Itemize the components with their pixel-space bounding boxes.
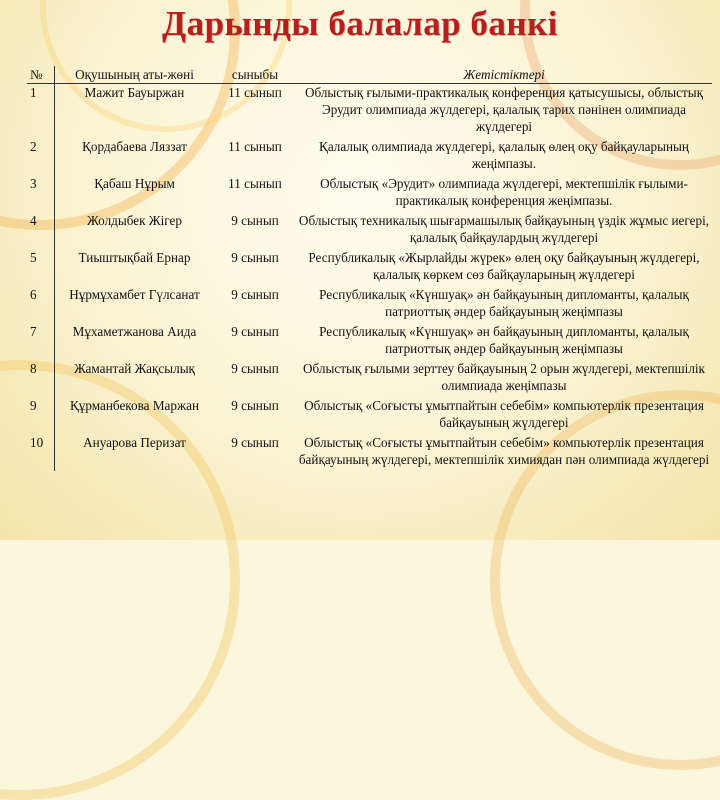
header-number: № [27, 66, 55, 84]
student-name: Қордабаева Ляззат [82, 139, 187, 154]
gifted-children-table [27, 66, 712, 471]
table-row [27, 323, 712, 360]
student-achievement: Облыстық «Соғысты ұмытпайтын себебім» компьютерлік презентация байқауының жүлдегері, мектепшілік химиядан пән олимпиада жүлдегері [298, 435, 710, 467]
table-row [27, 434, 712, 471]
student-class: 9 сынып [231, 250, 279, 265]
row-number: 2 [27, 138, 55, 175]
student-name: Жолдыбек Жігер [87, 213, 182, 228]
row-number: 3 [27, 175, 55, 212]
student-achievement: Облыстық ғылыми-практикалық конференция қатысушысы, облыстық Эрудит олимпиада жүлдегері, қалалық тарих пәнінен олимпиада жүлдегері [304, 85, 704, 134]
student-name: Құрманбекова Маржан [69, 398, 200, 413]
student-class: 9 сынып [231, 361, 279, 376]
student-achievement: Облыстық техникалық шығармашылық байқауының үздік жұмыс иегері, қалалық байқаулардың жүлдегері [298, 213, 710, 245]
row-number: 1 [27, 84, 55, 139]
student-name: Ануарова Перизат [83, 435, 186, 450]
table-row [27, 360, 712, 397]
table-row [27, 175, 712, 212]
student-name: Мажит Бауыржан [84, 85, 185, 100]
student-class: 9 сынып [231, 213, 279, 228]
header-achievements: Жетістіктері [296, 66, 712, 84]
header-student-name: Оқушының аты-жөні [55, 66, 215, 84]
student-achievement: Республикалық «Күншуақ» ән байқауының дипломанты, қалалық патриоттық әндер байқауының жеңімпазы [319, 324, 689, 356]
student-class: 9 сынып [231, 435, 279, 450]
row-number: 8 [27, 360, 55, 397]
student-name: Нұрмұхамбет Гүлсанат [69, 287, 200, 302]
table-body [27, 84, 712, 472]
row-number: 7 [27, 323, 55, 360]
student-class: 9 сынып [231, 324, 279, 339]
table-header-row [27, 66, 712, 84]
student-name: Тиыштықбай Ернар [78, 250, 191, 265]
student-achievement: Облыстық ғылыми зерттеу байқауының 2 орын жүлдегері, мектепшілік олимпиада жеңімпазы [303, 361, 705, 393]
table-row [27, 286, 712, 323]
student-class: 11 сынып [228, 139, 282, 154]
row-number: 9 [27, 397, 55, 434]
slide-title: Дарынды балалар банкі [162, 4, 558, 43]
table-row [27, 84, 712, 139]
row-number: 4 [27, 212, 55, 249]
student-class: 9 сынып [231, 287, 279, 302]
table-row [27, 397, 712, 434]
student-class: 11 сынып [228, 85, 282, 100]
student-achievement: Республикалық «Жырлайды жүрек» өлең оқу байқауының жүлдегері, қалалық көркем сөз байқауларының жүлдегері [308, 250, 700, 282]
table-row [27, 249, 712, 286]
student-name: Мұхаметжанова Аида [72, 324, 197, 339]
student-achievement: Облыстық «Эрудит» олимпиада жүлдегері, мектепшілік ғылыми-практикалық конференция жеңімпазы. [320, 176, 688, 208]
row-number: 10 [27, 434, 55, 471]
student-class: 9 сынып [231, 398, 279, 413]
student-name: Қабаш Нұрым [94, 176, 175, 191]
student-achievement: Қалалық олимпиада жүлдегері, қалалық өлең оқу байқауларының жеңімпазы. [319, 139, 689, 171]
header-class: сыныбы [214, 66, 296, 84]
row-number: 5 [27, 249, 55, 286]
student-name: Жамантай Жақсылық [74, 361, 195, 376]
student-achievement: Республикалық «Күншуақ» ән байқауының дипломанты, қалалық патриоттық әндер байқауының жеңімпазы [319, 287, 689, 319]
table-row [27, 212, 712, 249]
table-row [27, 138, 712, 175]
student-class: 11 сынып [228, 176, 282, 191]
student-achievement: Облыстық «Соғысты ұмытпайтын себебім» компьютерлік презентация байқауының жүлдегері [304, 398, 704, 430]
row-number: 6 [27, 286, 55, 323]
